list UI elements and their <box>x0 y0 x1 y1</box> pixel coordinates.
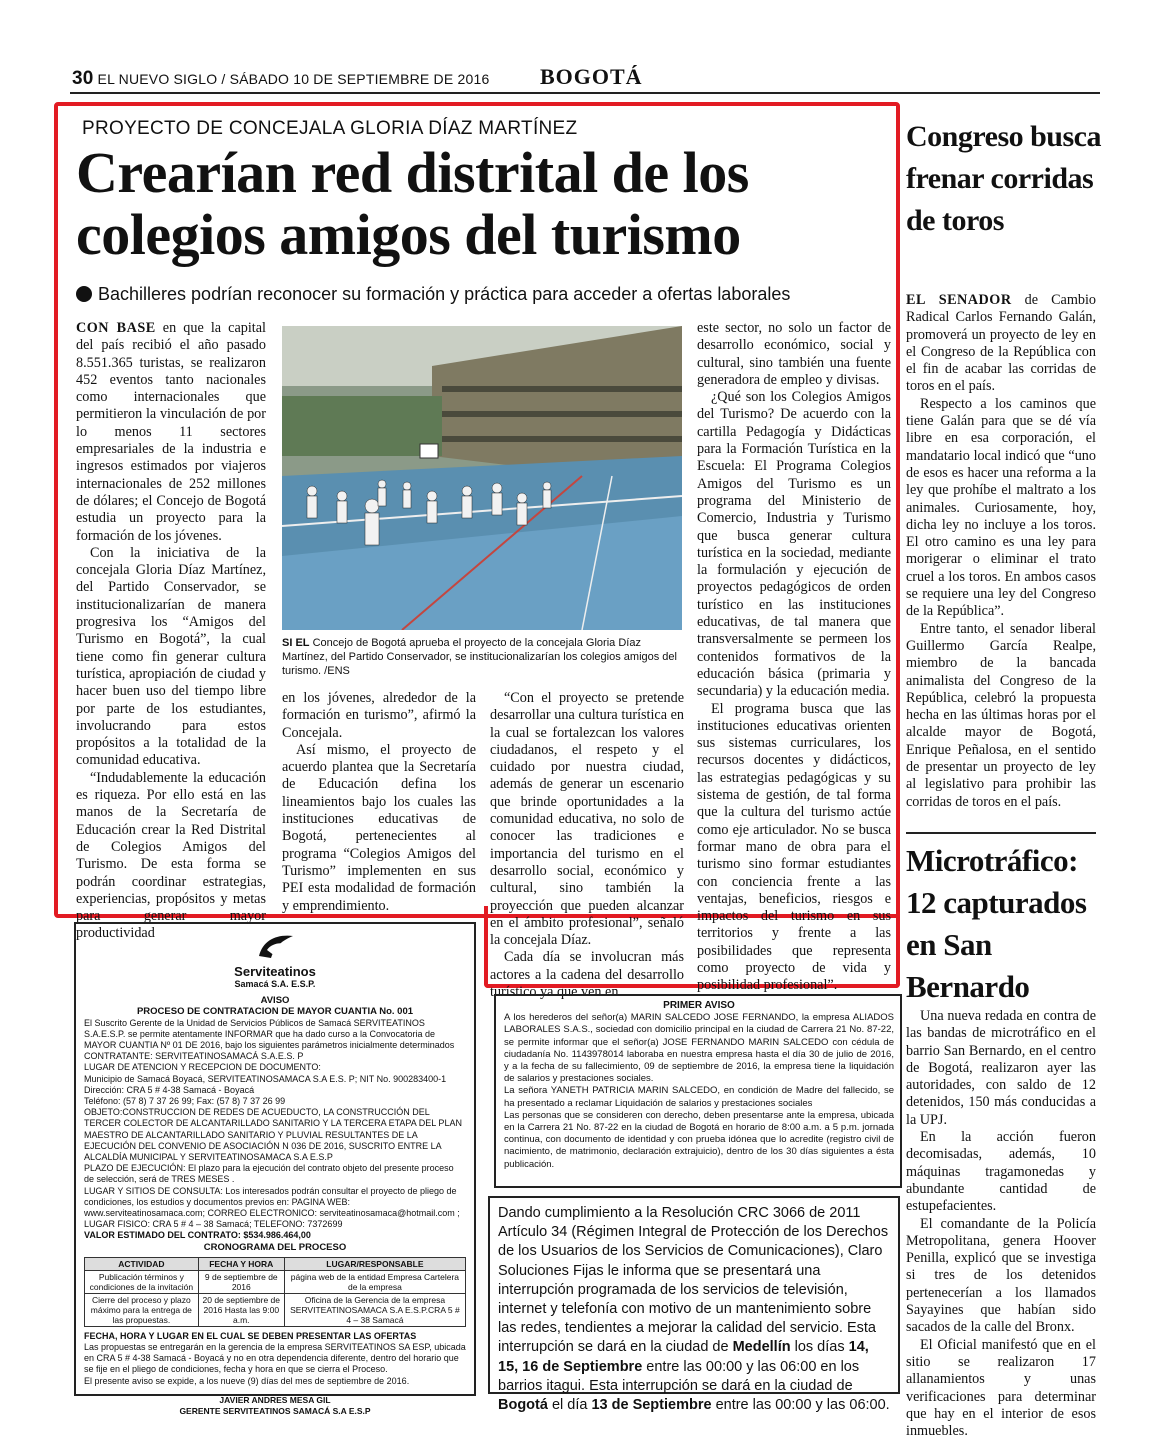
sidebar-headline-microtrafico: Microtráfico: 12 capturados en San Bernardo <box>906 843 1087 1004</box>
paragraph: Respecto a los caminos que tiene Galán para que se dé vía libre en esa corporación, el mandatario local indicó que “uno de esos es hacer una reforma a la ley que prohíbe el maltrato a los animales. Curiosamente, hoy, dicha ley no incluye a los toros. El otro camino es una ley para morigerar o eliminar el trato cruel a los toros. En ambos casos se requiere una ley del Congreso de la República”. <box>906 395 1096 620</box>
paragraph: “Indudablemente la educación es riqueza. Por ello está en las manos de la Secretaría de Educación crear la Red Distrital de Colegios Amigos del Turismo. De esta forma se podrán coordinar estrategias, experiencias, propósitos y metas para generar mayor productividad <box>76 769 266 942</box>
lead-word: EL SENADOR <box>906 292 1012 308</box>
ad-title: AVISO <box>260 995 290 1007</box>
ad-line: PLAZO DE EJECUCIÓN: El plazo para la ejecución del contrato objeto del presente proceso de selección, será de TRES MESES . <box>84 1163 454 1185</box>
subhead-text: Bachilleres podrían reconocer su formación y práctica para acceder a ofertas laborales <box>98 284 791 304</box>
table-header: FECHA Y HORA <box>198 1257 284 1270</box>
ad-line: Municipio de Samacá Boyacá, SERVITEATINOSAMACA S.A E.S. P; NIT No. 900283400-1 <box>84 1073 447 1084</box>
ad-line: Teléfono: (57 8) 7 37 26 99; Fax: (57 8) 7 37 26 99 <box>84 1096 286 1107</box>
photo-caption: SI EL Concejo de Bogotá aprueba el proyecto de la concejala Gloria Díaz Martínez, del Partido Conservador, se institucionalizarían los colegios amigos del turismo. /ENS <box>282 637 677 677</box>
page-number: 30 <box>72 68 94 89</box>
dates-bogota: 13 de Septiembre <box>591 1397 712 1414</box>
paragraph: En la acción fueron decomisadas, además, 10 máquinas tragamonedas y abundante cantidad de estupefacientes. <box>906 1129 1096 1215</box>
paragraph: CON BASE en que la capital del país recibió el año pasado 8.551.365 turistas, se realizaron 452 eventos tanto nacionales como internacionales que permitieron la vinculación de por lo menos 11 sectores empresariales de la industria e ingresos estimados por viajeros internacionales de 252 millones de dólares; el Concejo de Bogotá estudia un proyecto para la formación de los jóvenes. <box>76 320 266 544</box>
sidebar-body-microtrafico <box>906 1008 1096 1440</box>
logo-icon <box>253 930 297 962</box>
article-column-4 <box>697 320 891 995</box>
section-title: BOGOTÁ <box>540 64 643 89</box>
schoolyard-photo-illustration <box>282 326 682 630</box>
article-column-1 <box>76 320 266 943</box>
paragraph: Entre tanto, el senador liberal Guillermo García Realpe, miembro de la bancada animalista del Congreso de la República, celebró la propuesta hecha en las últimas horas por el alcalde mayor de Bogotá, Enrique Peñalosa, en el sentido de presentar un proyecto de ley al legislativo para prohibir las corridas de toros en el país. <box>906 620 1096 810</box>
table-header: ACTIVIDAD <box>85 1257 199 1270</box>
ad-line: VALOR ESTIMADO DEL CONTRATO: $534.986.464,00 <box>84 1230 311 1241</box>
signer-title: GERENTE SERVITEATINOS SAMACÁ S.A E.S.P <box>179 1406 371 1417</box>
article-kicker: PROYECTO DE CONCEJALA GLORIA DÍAZ MARTÍNEZ <box>82 118 578 139</box>
signer-name: JAVIER ANDRES MESA GIL <box>219 1394 331 1405</box>
ad-brand-sub: Samacá S.A. E.S.P. <box>234 979 316 990</box>
ad-line: Dirección: CRA 5 # 4-38 Samacá - Boyacá <box>84 1084 255 1095</box>
issued-text: El presente aviso se expide, a los nueve (9) días del mes de septiembre de 2016. <box>84 1375 410 1386</box>
ad-line: LUGAR Y SITIOS DE CONSULTA: Los interesados podrán consultar el proyecto de pliego de condiciones, los estudios y documentos previos en: PAGINA WEB: www.serviteatinosamaca.com; CORREO ELECTRONICO: serviteatinosamaca@hotmail.com ; LUGAR FISICO: CRA 5 # 4 – 38 Samacá; TELEFONO: 7372699 <box>84 1185 460 1230</box>
serviteatinos-logo <box>84 930 466 965</box>
article-column-2 <box>282 690 476 915</box>
ad-line: LUGAR DE ATENCION Y RECEPCION DE DOCUMENTO: <box>84 1062 321 1073</box>
paragraph: Con la iniciativa de la concejala Gloria Díaz Martínez, del Partido Conservador, se institucionalizarían de manera progresiva los “Amigos del Turismo en Bogotá”, la cual tiene como fin generar cultura turística, apropiación de ciudad y hacer buen uso del tiempo libre por parte de los estudiantes, involucrando para estos propósitos a la totalidad de la comunidad educativa. <box>76 544 266 769</box>
ad-paragraph: La señora YANETH PATRICIA MARIN SALCEDO, en condición de Madre del fallecido, se ha presentado a reclamar Liquidación de salarios y prestaciones sociales <box>504 1085 894 1109</box>
ad-serviteatinos <box>74 922 476 1417</box>
closing-title: FECHA, HORA Y LUGAR EN EL CUAL SE DEBEN PRESENTAR LAS OFERTAS <box>84 1330 417 1341</box>
ad-claro-notice <box>488 1196 900 1414</box>
ad-primer-aviso <box>494 994 902 1188</box>
paragraph: EL SENADOR de Cambio Radical Carlos Fernando Galán, promoverá un proyecto de ley en el Congreso de la República con el fin de acabar las corridas de toros en el país. <box>906 292 1096 395</box>
sidebar-divider <box>906 832 1096 834</box>
closing-text: Las propuestas se entregarán en la gerencia de la empresa SERVITEATINOS SA ESP, ubicada en CRA 5 # 4-38 Samacá - Boyacá y no en otra dependencia diferente, dentro del horario que se fije en el pliego de condiciones, fecha y hora en que se cierra el Proceso. <box>84 1342 466 1375</box>
claro-notice-text: Dando cumplimiento a la Resolución CRC 3066 de 2011 Artículo 34 (Régimen Integral de Protección de los Derechos de los Usuarios de los Servicios de Comunicaciones), Claro Soluciones Fijas le informa que se presentará una interrupción programada de los servicios de televisión, internet y telefonía con motivo de un mantenimiento sobre las redes, tendientes a mejorar la calidad del servicio. Esta interrupción se dará en la ciudad de Medellín los días 14, 15, 16 de Septiembre entre las 00:00 y las 06:00 en los barrios itagui. Esta interrupción se dará en la ciudad de Bogotá el día 13 de Septiembre entre las 00:00 y las 06:00. <box>498 1205 890 1414</box>
sidebar-body-bullfighting <box>906 292 1096 811</box>
paragraph: Así mismo, el proyecto de acuerdo plantea que la Secretaría de Educación defina los lineamientos bajo los cuales las instituciones educativas de Bogotá, pertenecientes al programa “Colegios Amigos del Turismo” implementen en sus PEI esta modalidad de formación y emprendimiento. <box>282 741 476 914</box>
table-row: Cierre del proceso y plazo máximo para la entrega de las propuestas. 20 de septiembre de 2016 Hasta las 9:00 a.m. Oficina de la Gerencia de la empresa SERVITEATINOSAMACA S.A E.S.P.CRA 5 # 4 – 38 Samacá <box>85 1293 466 1326</box>
dates-medellin: 14, 15, 16 de Septiembre <box>498 1339 869 1375</box>
sidebar-headline-bullfighting: Congreso busca frenar corridas de toros <box>906 120 1101 237</box>
table-header: LUGAR/RESPONSABLE <box>284 1257 465 1270</box>
ad-paragraph: A los herederos del señor(a) MARIN SALCEDO JOSE FERNANDO, la empresa ALIADOS LABORALES S.A.S., sociedad con domicilio principal en la ciudad de Carrera 21 No. 87-22, se permite informar que el señor(a) JOSE FERNANDO MARIN SALCEDO con cédula de ciudadanía No. 1143978014 laboraba en nuestra empresa hasta el día 30 de julio de 2016, y a la fecha de su fallecimiento, 09 de septiembre de 2016, la empresa tiene la liquidación de salarios y prestaciones sociales. <box>504 1012 894 1085</box>
paragraph: “Con el proyecto se pretende desarrollar una cultura turística en la cual se fortalezcan los valores ciudadanos, el respeto y el cuidado por nuestra ciudad, además de generar un escenario que brinde oportunidades a la comunidad educativa, no solo de conocer las tradiciones e importancia del turismo en el desarrollo social, económico y cultural, sino también la proyección que pueden alcanzar en el ámbito profesional”, señaló la concejala Díaz. <box>490 690 684 949</box>
paragraph: El Oficial manifestó que en el sitio se realizaron 17 allanamientos y unas verificaciones para determinar que hay en el interior de esos inmuebles. <box>906 1336 1096 1440</box>
lead-word: CON BASE <box>76 320 156 336</box>
ad-line: OBJETO:CONSTRUCCION DE REDES DE ACUEDUCTO, LA CONSTRUCCIÓN DEL TERCER COLECTOR DE ALCANTARILLADO SANITARIO Y LA TERCERA ETAPA DEL PLAN MAESTRO DE ALCANTARILLADO SANITARIO Y PLUVIAL RESULTANTES DE LA EJECUCIÓN DEL CONVENIO DE ASOCIACIÓN N 036 DE 2016, SUSCRITO ENTRE LA ALCALDÍA MUNICIPAL Y SERVITEATINOSAMACA S.A E.S.P <box>84 1107 462 1163</box>
city-bogota: Bogotá <box>498 1397 548 1414</box>
header-rule <box>70 92 1100 94</box>
ad-title: PRIMER AVISO <box>663 1000 735 1011</box>
paragraph: El programa busca que las instituciones educativas orienten sus sistemas curriculares, los recursos docentes y didácticos, las estrategias pedagógicas y su sistema de gestión, de tal forma que la cultura del turismo actúe como eje articulador. No se busca formar mano de obra para el turismo sino formar estudiantes con conciencia frente a las ventajas, beneficios, riesgos e impactos del turismo en sus territorios y frente a las posibilidades que representa como proyecto de vida y posibilidad profesional”. <box>697 700 891 994</box>
table-row: Publicación términos y condiciones de la invitación 9 de septiembre de 2016 página web de la entidad Empresa Cartelera de la empresa <box>85 1270 466 1293</box>
bullet-icon <box>76 286 92 302</box>
paragraph: El comandante de la Policía Metropolitana, genera Hoover Penilla, explicó que se investiga si tres de los detenidos pertenecerían a los llamados Sayayines que habían sido sacados de la calle del Bronx. <box>906 1215 1096 1336</box>
ad-intro: El Suscrito Gerente de la Unidad de Servicios Públicos de Samacá SERVITEATINOS S.A.E.S.P. se permite atentamente INFORMAR que ha dado curso a la Convocatoria de MAYOR CUANTIA Nº 01 DE 2016, bajo los siguientes parámetros inicialmente determinados <box>84 1017 455 1051</box>
article-photo <box>282 326 682 630</box>
ad-subtitle: PROCESO DE CONTRATACION DE MAYOR CUANTIA No. 001 <box>136 1006 414 1018</box>
schedule-table <box>84 1257 466 1327</box>
paragraph: este sector, no solo un factor de desarrollo económico, social y cultural, sino también una fuente generadora de empleo y divisas. <box>697 320 891 388</box>
paragraph: en los jóvenes, alrededor de la formación en turismo”, afirmó la Concejala. <box>282 690 476 741</box>
folio-text: EL NUEVO SIGLO / SÁBADO 10 DE SEPTIEMBRE DE 2016 <box>97 71 490 87</box>
schedule-title: CRONOGRAMA DEL PROCESO <box>203 1241 347 1253</box>
ad-brand-name: Serviteatinos <box>234 964 316 980</box>
article-column-3 <box>490 690 684 1001</box>
page-folio <box>72 68 489 90</box>
city-medellin: Medellín <box>732 1339 791 1356</box>
paragraph: Cada día se involucran más actores a la cadena del desarrollo turístico ya que ven en <box>490 949 684 1001</box>
ad-paragraph: Las personas que se consideren con derecho, deben presentarse ante la empresa, ubicada en la Carrera 21 No. 87-22 en la ciudad de Bogotá en horario de 8:00 a.m. a 5 p.m. jornada continua, con documento de identidad y con prueba idónea que lo acredite (registro civil de nacimiento, de matrimonio, declaración extrajuicio), dentro de los 30 días siguientes a ésta publicación. <box>504 1109 894 1170</box>
paragraph: Una nueva redada en contra de las bandas de microtráfico en el barrio San Bernardo, en el centro de Bogotá, realizaron ayer las autoridades, con saldo de 12 detenidos, 150 más conducidas a la UPJ. <box>906 1008 1096 1128</box>
article-subhead <box>76 284 876 305</box>
caption-lead: SI EL <box>282 637 310 649</box>
paragraph: ¿Qué son los Colegios Amigos del Turismo? De acuerdo con la cartilla Pedagogía y Didácticas para la Formación Turística en la Escuela: El Programa Colegios Amigos del Turismo es un programa del Ministerio de Comercio, Industria y Turismo que busca generar cultura turística en la sociedad, mediante la formulación y ejecución de proyectos pedagógicos de orden turístico en las instituciones educativas, de tal manera que transversalmente se permeen los contenidos formativos de la educación básica (primaria y secundaria) y la educación media. <box>697 389 891 700</box>
article-headline: Crearían red distrital de los colegios amigos del turismo <box>76 140 749 267</box>
ad-line: CONTRATANTE: SERVITEATINOSAMACÁ S.A.E.S. P <box>84 1051 304 1062</box>
